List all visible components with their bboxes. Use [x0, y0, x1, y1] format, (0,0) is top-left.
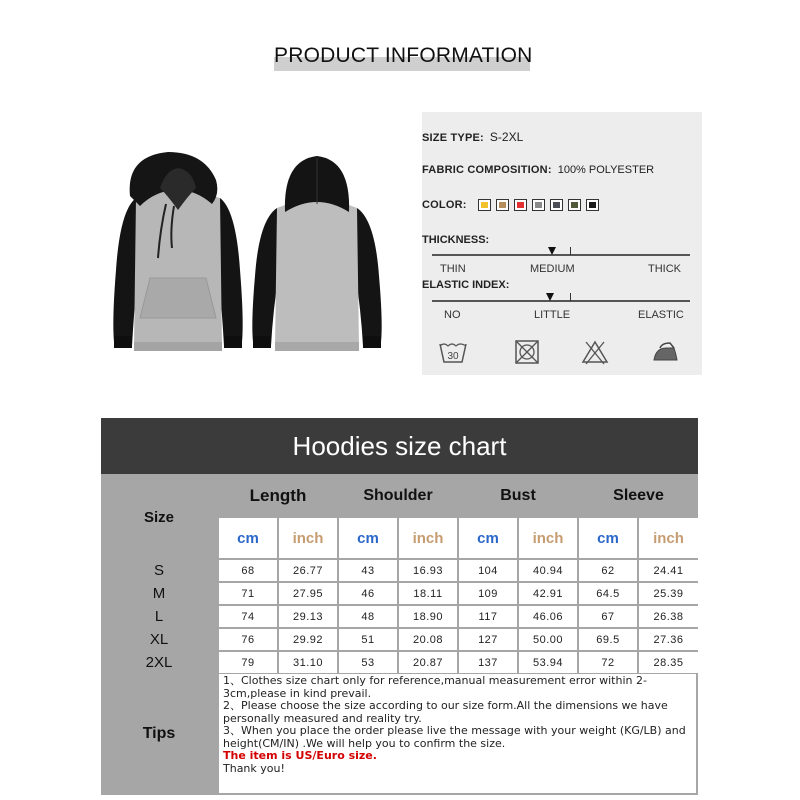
elastic-index-label: ELASTIC INDEX: [422, 279, 510, 291]
table-cell: 46.06 [519, 606, 577, 627]
wash-temp-text: 30 [447, 351, 459, 362]
color-label: COLOR: [422, 199, 467, 211]
hoodie-front-image [108, 150, 248, 365]
table-cell: 76 [219, 629, 277, 650]
table-cell: 27.95 [279, 583, 337, 604]
color-swatches [478, 199, 599, 211]
unit-inch-header: inch [639, 518, 698, 558]
table-cell: 74 [219, 606, 277, 627]
table-cell: 18.11 [399, 583, 457, 604]
tip-2: 2、Please choose the size according to our size form.All the dimensions we have personally measured and reality try. [223, 699, 668, 725]
tip-size-note: The item is US/Euro size. [223, 749, 377, 762]
table-cell: 46 [339, 583, 397, 604]
tip-1: 1、Clothes size chart only for reference,manual measurement error within 2-3cm,please in kind prevail. [223, 674, 647, 700]
table-cell: 53 [339, 652, 397, 673]
table-cell: 72 [579, 652, 637, 673]
hoodie-back-image [247, 150, 387, 365]
color-swatch[interactable] [568, 199, 581, 211]
table-cell: 40.94 [519, 560, 577, 581]
col-length-header: Length [219, 476, 337, 516]
tip-3: 3、When you place the order please live the message with your weight (KG/LB) and height(CM/IN) .We will help you to confirm the size. [223, 724, 686, 750]
size-row-label: XL [101, 629, 217, 650]
table-cell: 43 [339, 560, 397, 581]
table-cell: 18.90 [399, 606, 457, 627]
table-cell: 69.5 [579, 629, 637, 650]
elastic-scale-line [432, 300, 690, 302]
table-cell: 29.92 [279, 629, 337, 650]
color-swatch[interactable] [496, 199, 509, 211]
fabric-label: FABRIC COMPOSITION: [422, 164, 552, 176]
color-swatch[interactable] [550, 199, 563, 211]
table-cell: 67 [579, 606, 637, 627]
size-row-label: S [101, 560, 217, 581]
thickness-label: THICKNESS: [422, 234, 490, 246]
tips-label: Tips [142, 724, 176, 742]
unit-cm-header: cm [339, 518, 397, 558]
elastic-marker-icon [546, 293, 554, 301]
table-cell: 42.91 [519, 583, 577, 604]
size-header: Size [101, 476, 217, 558]
color-swatch[interactable] [514, 199, 527, 211]
unit-inch-header: inch [519, 518, 577, 558]
unit-cm-header: cm [459, 518, 517, 558]
table-cell: 117 [459, 606, 517, 627]
size-row-label: L [101, 606, 217, 627]
table-cell: 64.5 [579, 583, 637, 604]
thickness-mid-label: MEDIUM [530, 263, 575, 275]
size-type-value: S-2XL [489, 130, 524, 144]
table-cell: 137 [459, 652, 517, 673]
thickness-high-label: THICK [648, 263, 681, 275]
color-swatch[interactable] [478, 199, 491, 211]
color-swatch[interactable] [532, 199, 545, 211]
table-cell: 16.93 [399, 560, 457, 581]
unit-cm-header: cm [219, 518, 277, 558]
elastic-mid-label: LITTLE [534, 309, 571, 321]
table-cell: 62 [579, 560, 637, 581]
spec-panel [422, 112, 702, 375]
col-bust-header: Bust [459, 476, 577, 516]
col-shoulder-header: Shoulder [339, 476, 457, 516]
table-cell: 27.36 [639, 629, 698, 650]
thickness-marker-icon [548, 247, 556, 255]
no-tumble-dry-icon [512, 338, 542, 366]
unit-inch-header: inch [279, 518, 337, 558]
table-cell: 25.39 [639, 583, 698, 604]
table-cell: 31.10 [279, 652, 337, 673]
col-sleeve-header: Sleeve [579, 476, 698, 516]
table-cell: 79 [219, 652, 277, 673]
iron-icon [650, 338, 680, 366]
table-cell: 48 [339, 606, 397, 627]
fabric-value: 100% POLYESTER [557, 164, 655, 176]
tip-thanks: Thank you! [223, 761, 285, 775]
color-row [422, 199, 599, 211]
thickness-tick [570, 247, 571, 255]
elastic-low-label: NO [444, 309, 461, 321]
elastic-high-label: ELASTIC [638, 309, 684, 321]
table-cell: 20.08 [399, 629, 457, 650]
fabric-row [422, 164, 654, 176]
table-cell: 50.00 [519, 629, 577, 650]
unit-inch-header: inch [399, 518, 457, 558]
table-cell: 24.41 [639, 560, 698, 581]
tips-box [219, 674, 696, 793]
color-swatch[interactable] [586, 199, 599, 211]
unit-cm-header: cm [579, 518, 637, 558]
thickness-low-label: THIN [440, 263, 466, 275]
wash-30-icon [438, 338, 468, 366]
size-row-label: M [101, 583, 217, 604]
table-cell: 104 [459, 560, 517, 581]
page-title-block [274, 44, 533, 71]
table-cell: 29.13 [279, 606, 337, 627]
size-chart [101, 418, 698, 795]
table-cell: 28.35 [639, 652, 698, 673]
table-cell: 26.38 [639, 606, 698, 627]
table-cell: 20.87 [399, 652, 457, 673]
table-cell: 26.77 [279, 560, 337, 581]
table-cell: 127 [459, 629, 517, 650]
elastic-tick [570, 293, 571, 301]
thickness-scale-line [432, 254, 690, 256]
size-row-label: 2XL [101, 652, 217, 673]
no-bleach-icon [580, 338, 610, 366]
table-cell: 53.94 [519, 652, 577, 673]
size-type-label: SIZE TYPE: [422, 132, 484, 144]
size-chart-title: Hoodies size chart [101, 418, 698, 474]
table-cell: 51 [339, 629, 397, 650]
size-type-row [422, 130, 523, 144]
table-cell: 71 [219, 583, 277, 604]
table-cell: 68 [219, 560, 277, 581]
page-title: PRODUCT INFORMATION [274, 44, 533, 67]
table-cell: 109 [459, 583, 517, 604]
